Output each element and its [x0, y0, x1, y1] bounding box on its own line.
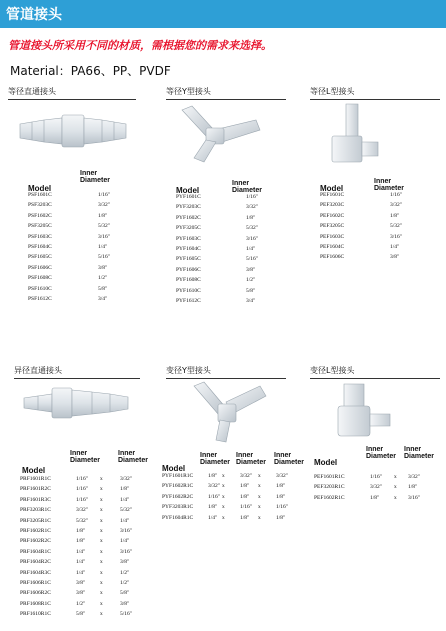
model-cell: PYF1601C: [176, 194, 201, 200]
diameter-cell: 1/4": [246, 246, 256, 252]
section-title: 异径直通接头: [14, 366, 62, 375]
model-cell: PRF1606R2C: [20, 590, 51, 597]
model-cell: PEF1601R1C: [314, 474, 345, 480]
diameter-cell: 1/4": [120, 496, 130, 503]
reducing-straight-connector-image: [22, 380, 132, 426]
diameter-cell: 3/16": [98, 233, 111, 240]
diameter-cell: 1/4": [208, 514, 218, 521]
section-reducing-l: [310, 365, 440, 379]
diameter-cell: 1/8": [98, 212, 108, 219]
diameter-cell: 1/8": [120, 486, 130, 493]
diameter-cell: 1/8": [370, 494, 380, 501]
model-cell: PSF1602C: [28, 212, 52, 219]
page-subtitle: 管道接头所采用不同的材质，需根据您的需求来选择。: [8, 39, 272, 52]
model-cell: PEF1602C: [320, 212, 345, 219]
model-cell: PYF3205C: [176, 225, 201, 232]
model-cell: PRF1610R1C: [20, 611, 51, 618]
model-cell: PRF3203R1C: [20, 507, 51, 514]
diameter-cell: 3/8": [76, 590, 86, 597]
diameter-cell: 1/16": [240, 504, 253, 511]
diameter-cell: 3/4": [98, 296, 108, 302]
model-cell: PSF1604C: [28, 244, 52, 250]
diameter-cell: 1/2": [120, 569, 130, 576]
model-cell: PEF3205C: [320, 223, 345, 230]
separator-cell: x: [258, 493, 261, 500]
diameter-cell: 5/8": [246, 287, 256, 294]
section-title: 等径Y型接头: [166, 87, 211, 96]
col-header-inner-diameter: Inner Diameter: [232, 180, 262, 194]
diameter-cell: 3/32": [390, 202, 403, 209]
diameter-cell: 3/32": [76, 507, 89, 514]
model-cell: PYF1606C: [176, 266, 201, 273]
divider: [8, 99, 136, 100]
diameter-cell: 1/8": [240, 493, 250, 500]
model-cell: PRF3205R1C: [20, 517, 51, 524]
diameter-cell: 3/8": [120, 600, 130, 607]
model-cell: PSF1601C: [28, 192, 52, 198]
diameter-cell: 1/8": [276, 514, 286, 521]
diameter-cell: 3/16": [408, 494, 421, 501]
model-cell: PRF1601R1C: [20, 476, 51, 482]
diameter-cell: 3/32": [370, 484, 383, 491]
model-cell: PRF1602R1C: [20, 528, 51, 534]
model-cell: PEF1603C: [320, 233, 345, 240]
diameter-cell: 5/8": [98, 285, 108, 292]
model-cell: PYF1601R1C: [162, 473, 194, 479]
model-cell: PEF1604C: [320, 244, 345, 250]
diameter-cell: 3/8": [120, 559, 130, 566]
col-header-model: Model: [320, 184, 344, 193]
diameter-cell: 1/4": [120, 538, 130, 545]
section-reducing-y: [166, 365, 286, 379]
diameter-cell: 1/2": [98, 275, 108, 282]
diameter-cell: 1/2": [246, 277, 256, 284]
model-cell: PEF1601C: [320, 192, 345, 198]
diameter-cell: 3/8": [98, 264, 108, 271]
diameter-cell: 3/8": [76, 580, 86, 586]
model-cell: PRF1601R2C: [20, 486, 51, 493]
diameter-cell: 5/32": [120, 507, 133, 514]
diameter-cell: 3/8": [246, 266, 256, 273]
separator-cell: x: [100, 580, 103, 586]
reducing-y-connector-image: [186, 378, 276, 444]
model-cell: PSF1603C: [28, 233, 52, 240]
col-header-inner-diameter: Inner Diameter: [374, 178, 404, 192]
section-title: 变径Y型接头: [166, 366, 211, 375]
separator-cell: x: [100, 528, 103, 534]
diameter-cell: 3/32": [246, 204, 259, 211]
col-header-model: Model: [314, 458, 338, 467]
col-header-model: Model: [162, 464, 186, 473]
model-cell: PSF1610C: [28, 285, 52, 292]
page-title: 管道接头: [6, 7, 62, 23]
diameter-cell: 1/8": [276, 493, 286, 500]
separator-cell: x: [394, 494, 397, 501]
model-cell: PSF1612C: [28, 296, 52, 302]
model-cell: PEF3203C: [320, 202, 345, 209]
diameter-cell: 5/8": [76, 611, 86, 618]
separator-cell: x: [222, 514, 225, 521]
diameter-cell: 1/4": [120, 517, 130, 524]
diameter-cell: 5/8": [120, 590, 130, 597]
diameter-cell: 5/32": [98, 223, 111, 230]
diameter-cell: 3/8": [390, 254, 400, 261]
diameter-cell: 5/32": [76, 517, 89, 524]
section-title: 等径L型接头: [310, 87, 355, 96]
diameter-cell: 1/16": [76, 496, 89, 503]
separator-cell: x: [258, 504, 261, 511]
diameter-cell: 5/32": [390, 223, 403, 230]
model-cell: PRF1608R1C: [20, 600, 51, 607]
diameter-cell: 1/8": [208, 504, 218, 511]
col-header-inner-diameter: Inner Diameter: [404, 446, 434, 460]
model-cell: PEF1602R1C: [314, 494, 345, 501]
diameter-cell: 1/4": [76, 559, 86, 566]
section-y: [166, 86, 286, 100]
y-connector-image: [170, 100, 274, 164]
title-bar: [0, 0, 446, 28]
separator-cell: x: [100, 611, 103, 618]
model-cell: PSF1606C: [28, 264, 52, 271]
diameter-cell: 1/16": [246, 194, 259, 200]
separator-cell: x: [222, 483, 225, 490]
col-header-inner-diameter: Inner Diameter: [236, 452, 266, 466]
separator-cell: x: [100, 600, 103, 607]
diameter-cell: 1/16": [76, 476, 89, 482]
diameter-cell: 1/8": [240, 483, 250, 490]
section-title: 变径L型接头: [310, 366, 355, 375]
col-header-inner-diameter: Inner Diameter: [80, 170, 110, 184]
diameter-cell: 1/8": [76, 538, 86, 545]
separator-cell: x: [100, 538, 103, 545]
separator-cell: x: [100, 496, 103, 503]
model-cell: PSF3205C: [28, 223, 52, 230]
straight-connector-image: [18, 108, 128, 154]
diameter-cell: 5/16": [120, 611, 133, 618]
section-straight: [8, 86, 136, 100]
col-header-inner-diameter: Inner Diameter: [118, 450, 148, 464]
model-cell: PYF1604R1C: [162, 514, 194, 521]
separator-cell: x: [100, 590, 103, 597]
diameter-cell: 5/16": [246, 256, 259, 263]
model-cell: PRF1604R1C: [20, 548, 51, 555]
col-header-inner-diameter: Inner Diameter: [200, 452, 230, 466]
diameter-cell: 1/8": [208, 473, 218, 479]
diameter-cell: 1/8": [76, 528, 86, 534]
model-cell: PEF1606C: [320, 254, 345, 261]
diameter-cell: 3/32": [408, 474, 421, 480]
model-cell: PYF1602R1C: [162, 483, 194, 490]
separator-cell: x: [100, 507, 103, 514]
diameter-cell: 1/16": [390, 192, 403, 198]
section-l: [310, 86, 440, 100]
divider: [310, 378, 440, 379]
separator-cell: x: [100, 548, 103, 555]
diameter-cell: 1/4": [98, 244, 108, 250]
model-cell: PYF1603C: [176, 235, 201, 242]
diameter-cell: 1/4": [76, 569, 86, 576]
material-line: Material：PA66、PP、PVDF: [10, 64, 171, 78]
diameter-cell: 1/8": [240, 514, 250, 521]
section-title: 等径直通接头: [8, 87, 56, 96]
col-header-inner-diameter: Inner Diameter: [366, 446, 396, 460]
model-cell: PRF1602R2C: [20, 538, 51, 545]
separator-cell: x: [100, 476, 103, 482]
l-connector-image: [326, 102, 382, 168]
diameter-cell: 1/8": [246, 214, 256, 221]
model-cell: PRF1604R3C: [20, 569, 51, 576]
model-cell: PSF1608C: [28, 275, 52, 282]
separator-cell: x: [394, 474, 397, 480]
separator-cell: x: [394, 484, 397, 491]
model-cell: PYF1605C: [176, 256, 201, 263]
diameter-cell: 1/16": [370, 474, 383, 480]
model-cell: PYF1602C: [176, 214, 201, 221]
separator-cell: x: [100, 569, 103, 576]
model-cell: PYF1608C: [176, 277, 201, 284]
model-cell: PYF1602R2C: [162, 493, 194, 500]
separator-cell: x: [222, 473, 225, 479]
model-cell: PRF1601R3C: [20, 496, 51, 503]
diameter-cell: 1/2": [120, 580, 130, 586]
diameter-cell: 3/32": [208, 483, 221, 490]
diameter-cell: 5/16": [98, 254, 111, 261]
model-cell: PEF3203R1C: [314, 484, 345, 491]
divider: [14, 378, 140, 379]
diameter-cell: 5/32": [246, 225, 259, 232]
model-cell: PYF1612C: [176, 298, 201, 304]
diameter-cell: 3/4": [246, 298, 256, 304]
model-cell: PYF3203R1C: [162, 504, 194, 511]
col-header-model: Model: [28, 184, 52, 193]
model-cell: PYF1604C: [176, 246, 201, 252]
divider: [310, 99, 440, 100]
model-cell: PSF3203C: [28, 202, 52, 209]
diameter-cell: 3/16": [120, 548, 133, 555]
separator-cell: x: [100, 517, 103, 524]
model-cell: PSF1605C: [28, 254, 52, 261]
diameter-cell: 3/16": [390, 233, 403, 240]
separator-cell: x: [100, 486, 103, 493]
separator-cell: x: [258, 483, 261, 490]
model-cell: PYF1610C: [176, 287, 201, 294]
diameter-cell: 1/8": [408, 484, 418, 491]
diameter-cell: 1/16": [76, 486, 89, 493]
diameter-cell: 1/16": [208, 493, 221, 500]
diameter-cell: 3/16": [246, 235, 259, 242]
model-cell: PRF1604R2C: [20, 559, 51, 566]
diameter-cell: 3/32": [120, 476, 133, 482]
diameter-cell: 1/2": [76, 600, 86, 607]
diameter-cell: 1/4": [390, 244, 400, 250]
model-cell: PRF1606R1C: [20, 580, 51, 586]
diameter-cell: 3/32": [276, 473, 289, 479]
separator-cell: x: [222, 493, 225, 500]
separator-cell: x: [100, 559, 103, 566]
separator-cell: x: [258, 514, 261, 521]
diameter-cell: 1/8": [390, 212, 400, 219]
diameter-cell: 1/16": [98, 192, 111, 198]
section-reducing-straight: [14, 365, 140, 379]
col-header-model: Model: [176, 186, 200, 195]
diameter-cell: 1/8": [276, 483, 286, 490]
diameter-cell: 1/16": [276, 504, 289, 511]
separator-cell: x: [222, 504, 225, 511]
diameter-cell: 3/32": [98, 202, 111, 209]
diameter-cell: 3/32": [240, 473, 253, 479]
diameter-cell: 3/16": [120, 528, 133, 534]
col-header-model: Model: [22, 466, 46, 475]
diameter-cell: 1/4": [76, 548, 86, 555]
model-cell: PYF3203C: [176, 204, 201, 211]
separator-cell: x: [258, 473, 261, 479]
reducing-l-connector-image: [334, 380, 394, 442]
col-header-inner-diameter: Inner Diameter: [70, 450, 100, 464]
col-header-inner-diameter: Inner Diameter: [274, 452, 304, 466]
